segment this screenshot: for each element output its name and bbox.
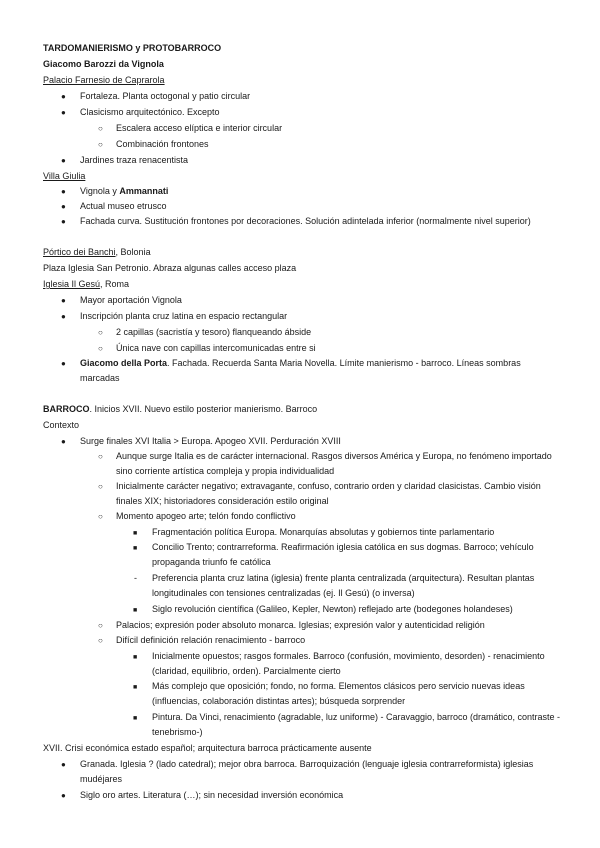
bullet-circle-icon: ○ [98, 452, 103, 461]
bullet-circle-icon: ○ [98, 344, 103, 353]
list-item: Clasicismo arquitectónico. Excepto [80, 107, 220, 117]
list-item: Granada. Iglesia ? (lado catedral); mejor obra barroca. Barroquización (lenguaje iglesia contrarreformista) iglesias mudéjares [80, 759, 534, 784]
list-item: Siglo oro artes. Literatura (…); sin necesidad inversión económica [80, 790, 344, 800]
list-item: Jardines traza renacentista [80, 155, 189, 165]
heading-barroco: BARROCO. Inicios XVII. Nuevo estilo posterior manierismo. Barroco [43, 404, 318, 414]
heading-palacio-farnesio: Palacio Farnesio de Caprarola [43, 75, 165, 85]
list-item: Escalera acceso elíptica e interior circular [116, 123, 283, 133]
list-item: Mayor aportación Vignola [80, 295, 182, 305]
bullet-square-icon: ■ [133, 654, 138, 661]
bullet-circle-icon: ○ [98, 636, 103, 645]
list-item: Concilio Trento; contrarreforma. Reafirmación iglesia católica en sus dogmas. Barroco; vehículo propaganda triunfo fe católica [152, 542, 534, 567]
list-item: Difícil definición relación renacimiento - barroco [116, 635, 306, 645]
list-item: Inscripción planta cruz latina en espacio rectangular [80, 311, 288, 321]
list-item: Fortaleza. Planta octogonal y patio circular [80, 91, 251, 101]
bullet-disc-icon: ● [61, 217, 66, 226]
list-item: Más complejo que oposición; fondo, no forma. Elementos clásicos pero servicio nuevas ideas (influencias, colaboración distintas artes); búsqueda sorprender [152, 681, 525, 706]
list-item: Giacomo della Porta. Fachada. Recuerda Santa Maria Novella. Límite manierismo - barroco. Líneas sombras marcadas [80, 358, 521, 383]
list-item: Fachada curva. Sustitución frontones por decoraciones. Solución adintelada inferior (normalmente nivel superior) [80, 216, 531, 226]
list-item: Siglo revolución científica (Galileo, Kepler, Newton) reflejado arte (bodegones holandeses) [152, 604, 513, 614]
section-author: Giacomo Barozzi da Vignola [43, 59, 164, 69]
list-item: Aunque surge Italia es de carácter internacional. Rasgos diversos América y Europa, no fenómeno importado sino corriente artística compleja y propia individualidad [116, 451, 552, 476]
list-item: Actual museo etrusco [80, 201, 167, 211]
list-item: Combinación frontones [116, 139, 209, 149]
bullet-circle-icon: ○ [98, 482, 103, 491]
bullet-disc-icon: ● [61, 312, 66, 321]
list-item: Surge finales XVI Italia > Europa. Apogeo XVII. Perduración XVIII [80, 436, 341, 446]
heading-iglesia-gesu: Iglesia Il Gesú, Roma [43, 279, 130, 289]
bullet-disc-icon: ● [61, 187, 66, 196]
bullet-dash-icon: - [134, 573, 137, 583]
bullet-disc-icon: ● [61, 296, 66, 305]
document-title: TARDOMANIERISMO y PROTOBARROCO [43, 43, 222, 53]
list-item: Preferencia planta cruz latina (iglesia) frente planta centralizada (arquitectura). Resultan plantas longitudinales con tensiones centralizadas (ej. Il Gesú) (o inversa) [152, 573, 535, 598]
list-item: Momento apogeo arte; telón fondo conflictivo [116, 511, 296, 521]
bullet-disc-icon: ● [61, 760, 66, 769]
bullet-circle-icon: ○ [98, 140, 103, 149]
bullet-circle-icon: ○ [98, 328, 103, 337]
bullet-disc-icon: ● [61, 156, 66, 165]
bullet-square-icon: ■ [133, 684, 138, 691]
bullet-disc-icon: ● [61, 108, 66, 117]
list-item: Inicialmente carácter negativo; extravagante, confuso, contrario orden y claridad clasicistas. Cambio visión finales XIX; historiadores consideración estilo original [116, 481, 541, 506]
heading-portico-banchi: Pórtico dei Banchi, Bolonia [43, 247, 151, 257]
bullet-square-icon: ■ [133, 530, 138, 537]
list-item: Pintura. Da Vinci, renacimiento (agradable, luz uniforme) - Caravaggio, barroco (dramático, contraste -tenebrismo-) [152, 712, 561, 737]
bullet-square-icon: ■ [133, 607, 138, 614]
list-item: Vignola y Ammannati [80, 186, 169, 196]
bullet-square-icon: ■ [133, 545, 138, 552]
paragraph-xvii: XVII. Crisi económica estado español; arquitectura barroca prácticamente ausente [43, 743, 372, 753]
list-item: 2 capillas (sacristía y tesoro) flanqueando ábside [116, 327, 312, 337]
list-item: Única nave con capillas intercomunicadas entre si [116, 343, 316, 353]
list-item: Inicialmente opuestos; rasgos formales. Barroco (confusión, movimiento, desorden) - renacimiento (claridad, equilibrio, orden). Parcialmente cierto [152, 651, 545, 676]
heading-villa-giulia: Villa Giulia [43, 171, 86, 181]
bullet-circle-icon: ○ [98, 512, 103, 521]
bullet-square-icon: ■ [133, 715, 138, 722]
list-item: Palacios; expresión poder absoluto monarca. Iglesias; expresión valor y autenticidad religión [116, 620, 485, 630]
bullet-disc-icon: ● [61, 437, 66, 446]
bullet-disc-icon: ● [61, 92, 66, 101]
bullet-circle-icon: ○ [98, 621, 103, 630]
subheading-contexto: Contexto [43, 420, 80, 430]
bullet-disc-icon: ● [61, 791, 66, 800]
bullet-disc-icon: ● [61, 202, 66, 211]
paragraph: Plaza Iglesia San Petronio. Abraza algunas calles acceso plaza [43, 263, 297, 273]
list-item: Fragmentación política Europa. Monarquías absolutas y gobiernos tinte parlamentario [152, 527, 495, 537]
bullet-circle-icon: ○ [98, 124, 103, 133]
bullet-disc-icon: ● [61, 359, 66, 368]
